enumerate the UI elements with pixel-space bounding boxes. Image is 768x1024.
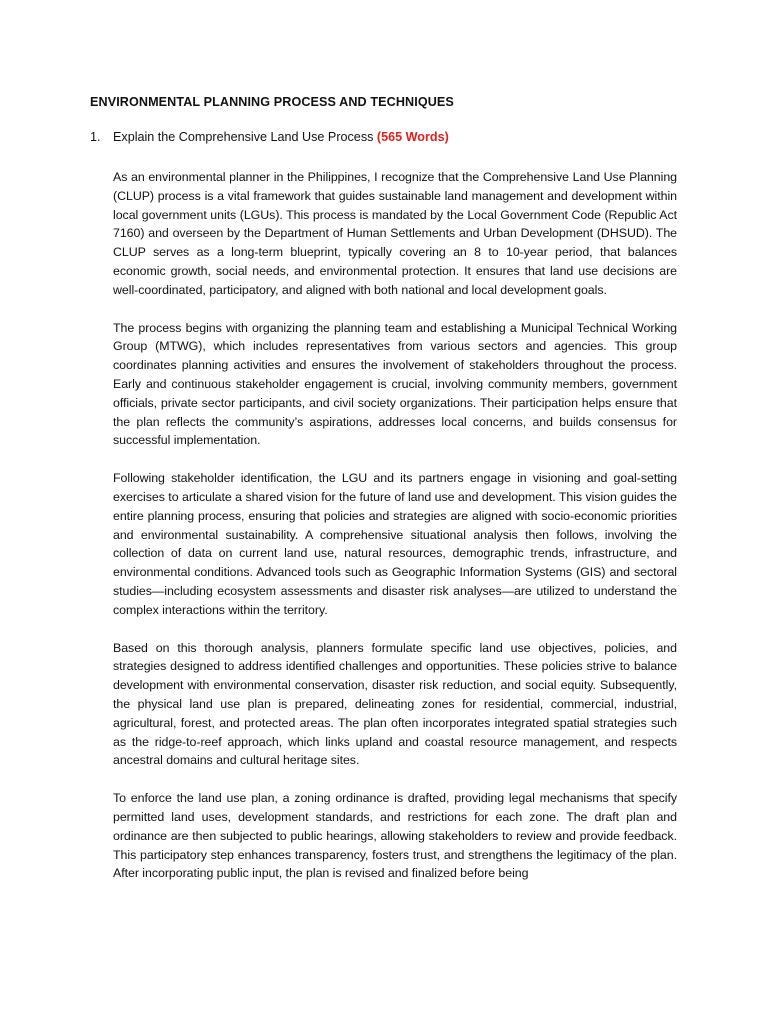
paragraph-5: To enforce the land use plan, a zoning ordinance is drafted, providing legal mechanisms that specify permitted land uses, development standards, and restrictions for each zone. The draft plan and ordinance are then subjected to public hearings, allowing stakeholders to review and provide feedback. This participatory step enhances transparency, fosters trust, and strengthens the legitimacy of the plan. After incorporating public input, the plan is revised and finalized before being [113, 791, 677, 881]
word-count-label: (565 Words) [376, 130, 449, 144]
question-number: 1. [90, 130, 101, 144]
answer-body [113, 168, 677, 902]
paragraph-2: The process begins with organizing the planning team and establishing a Municipal Technical Working Group (MTWG), which includes representatives from various sectors and agencies. This group coordinates planning activities and ensures the involvement of stakeholders throughout the process. Early and continuous stakeholder engagement is crucial, involving community members, government officials, private sector participants, and civil society organizations. Their participation helps ensure that the plan reflects the community’s aspirations, addresses local concerns, and builds consensus for successful implementation. [113, 320, 677, 448]
paragraph-3: Following stakeholder identification, the LGU and its partners engage in visioning and goal-setting exercises to articulate a shared vision for the future of land use and development. This vision guides the entire planning process, ensuring that policies and strategies are aligned with socio-economic priorities and environmental sustainability. A comprehensive situational analysis then follows, involving the collection of data on current land use, natural resources, demographic trends, infrastructure, and environmental conditions. Advanced tools such as Geographic Information Systems (GIS) and sectoral studies—including ecosystem assessments and disaster risk analyses—are utilized to understand the complex interactions within the territory. [113, 471, 677, 617]
question-text: Explain the Comprehensive Land Use Process [113, 130, 374, 144]
document-title: ENVIRONMENTAL PLANNING PROCESS AND TECHNIQUES [90, 95, 454, 109]
question-item [90, 130, 449, 144]
paragraph-1: As an environmental planner in the Philippines, I recognize that the Comprehensive Land Use Planning (CLUP) process is a vital framework that guides sustainable land management and development within local government units (LGUs). This process is mandated by the Local Government Code (Republic Act 7160) and overseen by the Department of Human Settlements and Urban Development (DHSUD). The CLUP serves as a long-term blueprint, typically covering an 8 to 10-year period, that balances economic growth, social needs, and environmental protection. It ensures that land use decisions are well-coordinated, participatory, and aligned with both national and local development goals. [113, 170, 677, 297]
paragraph-4: Based on this thorough analysis, planners formulate specific land use objectives, policies, and strategies designed to address identified challenges and opportunities. These policies strive to balance development with environmental conservation, disaster risk reduction, and social equity. Subsequently, the physical land use plan is prepared, delineating zones for residential, commercial, industrial, agricultural, forest, and protected areas. The plan often incorporates integrated spatial strategies such as the ridge-to-reef approach, which links upland and coastal resource management, and respects ancestral domains and cultural heritage sites. [113, 640, 677, 768]
